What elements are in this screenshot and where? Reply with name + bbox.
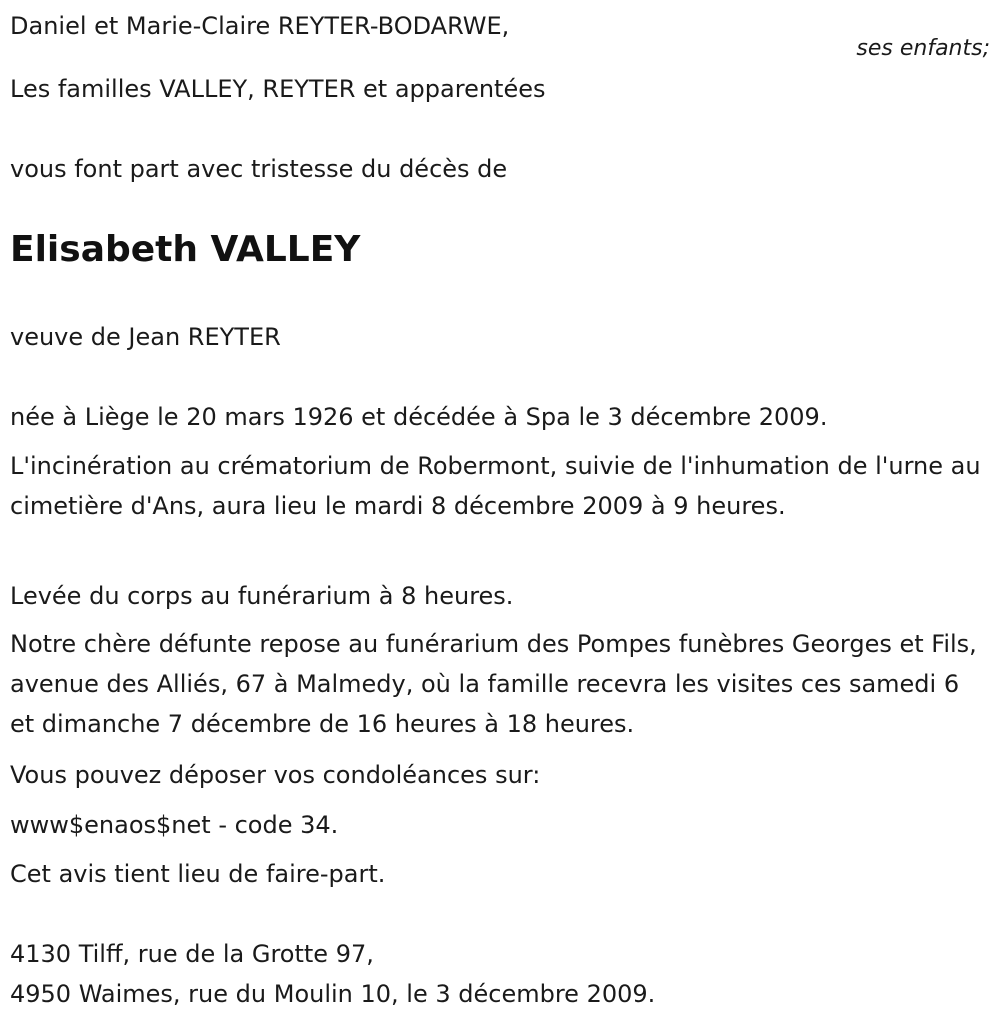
address-line-1: 4130 Tilff, rue de la Grotte 97, bbox=[10, 940, 374, 968]
spouse-line: veuve de Jean REYTER bbox=[10, 323, 281, 351]
family-role-label: ses enfants; bbox=[856, 36, 990, 61]
birth-death-line: née à Liège le 20 mars 1926 et décédée à Spa le 3 décembre 2009. bbox=[10, 403, 828, 431]
condolences-site: www$enaos$net - code 34. bbox=[10, 811, 339, 839]
family-line-relatives: Les familles VALLEY, REYTER et apparentées bbox=[10, 75, 546, 103]
levee-line: Levée du corps au funérarium à 8 heures. bbox=[10, 582, 514, 610]
notice-line: Cet avis tient lieu de faire-part. bbox=[10, 860, 386, 888]
condolences-label: Vous pouvez déposer vos condoléances sur: bbox=[10, 761, 541, 789]
address-line-2: 4950 Waimes, rue du Moulin 10, le 3 décembre 2009. bbox=[10, 980, 656, 1008]
deceased-name: Elisabeth VALLEY bbox=[10, 229, 361, 270]
ceremony-paragraph: L'incinération au crématorium de Robermont, suivie de l'inhumation de l'urne au cimetière d'Ans, aura lieu le mardi 8 décembre 2009 à 9 heures. bbox=[10, 452, 981, 520]
family-line-children: Daniel et Marie-Claire REYTER-BODARWE, bbox=[10, 12, 510, 40]
announcement-intro: vous font part avec tristesse du décès de bbox=[10, 155, 508, 183]
visitation-paragraph: Notre chère défunte repose au funérarium des Pompes funèbres Georges et Fils, avenue des Alliés, 67 à Malmedy, où la famille recevra les visites ces samedi 6 et dimanche 7 décembre de 16 heures à 18 heures. bbox=[10, 630, 977, 738]
